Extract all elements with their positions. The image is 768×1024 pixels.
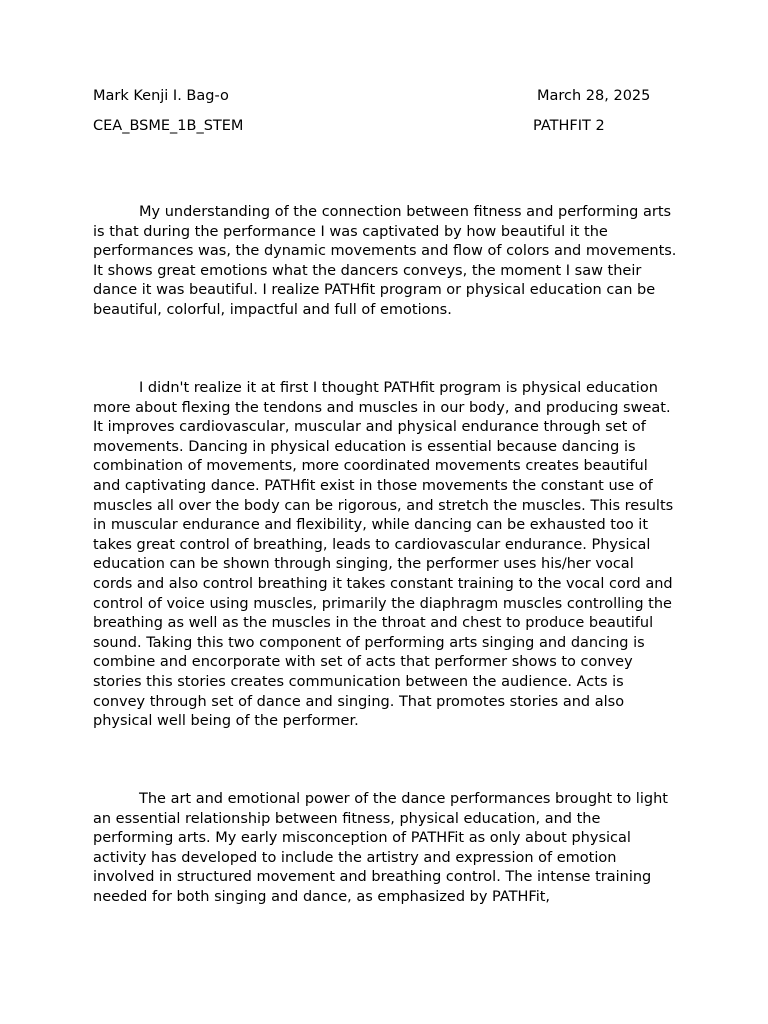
- paragraph-text: I didn't realize it at first I thought PATHfit program is physical education more about flexing the tendons and muscles in our body, and producing sweat. It improves cardiovascular, muscular and physical endurance through set of movements. Dancing in physical education is essential because dancing is combination of movements, more coordinated movements creates beautiful and captivating dance. PATHfit exist in those movements the constant use of muscles all over the body can be rigorous, and stretch the muscles. This results in muscular endurance and flexibility, while dancing can be exhausted too it takes great control of breathing, leads to cardiovascular endurance. Physical education can be shown through singing, the performer uses his/her vocal cords and also control breathing it takes constant training to the vocal cord and control of voice using muscles, primarily the diaphragm muscles controlling the breathing as well as the muscles in the throat and chest to produce beautiful sound. Taking this two component of performing arts singing and dancing is combine and encorporate with set of acts that performer shows to convey stories this stories creates communication between the audience. Acts is convey through set of dance and singing. That promotes stories and also physical well being of the performer.: [93, 380, 674, 730]
- paragraph-3: [93, 790, 677, 908]
- paragraph-text: The art and emotional power of the dance performances brought to light an essential relationship between fitness, physical education, and the performing arts. My early misconception of PATHFit as only about physical activity has developed to include the artistry and expression of emotion involved in structured movement and breathing control. The intense training needed for both singing and dance, as emphasized by PATHFit,: [93, 791, 668, 905]
- paragraph-2: [93, 379, 677, 732]
- section-code: CEA_BSME_1B_STEM: [93, 118, 244, 134]
- paragraph-1: [93, 203, 677, 321]
- document-date: March 28, 2025: [537, 88, 651, 104]
- course-name: PATHFIT 2: [533, 118, 605, 134]
- author-name: Mark Kenji I. Bag-o: [93, 88, 229, 104]
- paragraph-text: My understanding of the connection between fitness and performing arts is that during the performance I was captivated by how beautiful it the performances was, the dynamic movements and flow of colors and movements. It shows great emotions what the dancers conveys, the moment I saw their dance it was beautiful. I realize PATHfit program or physical education can be beautiful, colorful, impactful and full of emotions.: [93, 204, 677, 318]
